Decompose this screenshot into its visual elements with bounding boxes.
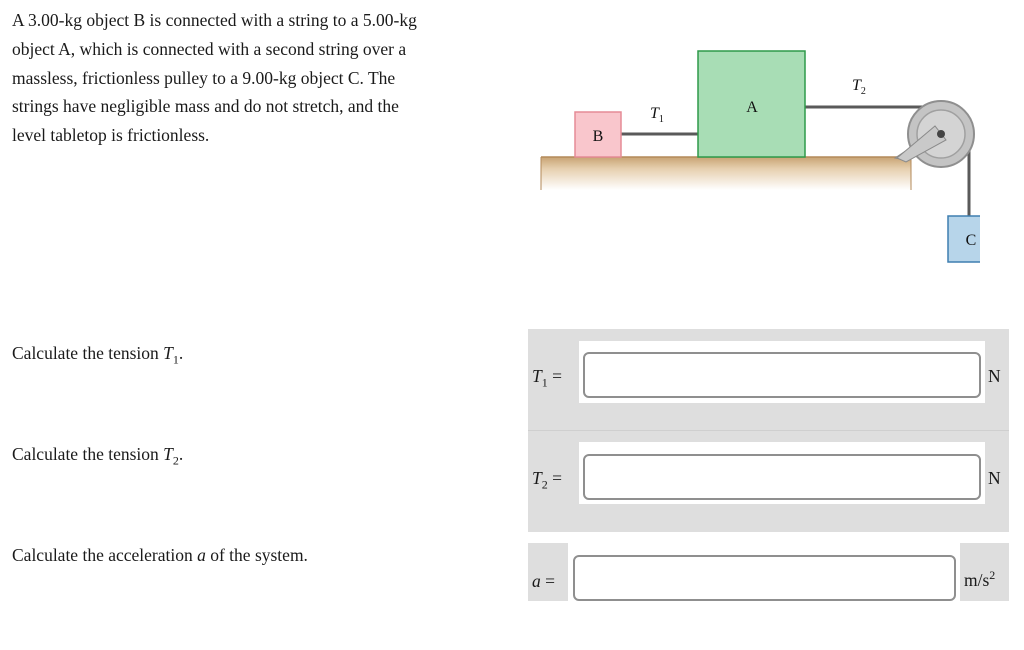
question-text: Calculate the tension (12, 343, 164, 363)
answer-group-divider (528, 430, 1009, 431)
t1-answer-var: T (532, 366, 542, 386)
a-answer-var: a (532, 571, 541, 591)
question-text: Calculate the tension (12, 444, 164, 464)
t1-diagram-label (650, 105, 664, 125)
question-suffix: . (178, 343, 184, 363)
t1-answer-input[interactable] (583, 352, 981, 398)
problem-line: level tabletop is frictionless. (12, 125, 210, 146)
tabletop (541, 157, 911, 190)
block-c-label: C (965, 232, 977, 249)
t2-answer-label (532, 468, 562, 493)
a-unit (964, 568, 995, 591)
a-unit-base: m/s (964, 569, 990, 590)
question-var: T (163, 343, 173, 363)
block-a-label: A (746, 99, 758, 116)
t2-diagram-var: T (852, 77, 861, 94)
a-answer-label (532, 571, 555, 592)
question-suffix: of the system. (205, 545, 308, 565)
question-sub: 1 (172, 352, 179, 367)
t2-diagram-sub: 2 (860, 86, 866, 97)
t2-unit: N (988, 468, 1001, 488)
block-b-label: B (592, 128, 604, 145)
t1-answer-sub: 1 (541, 375, 548, 390)
t2-diagram-label (852, 77, 866, 97)
question-acceleration (12, 545, 308, 566)
physics-diagram (530, 40, 980, 270)
problem-statement (12, 6, 492, 150)
question-var: a (197, 545, 206, 565)
problem-line: strings have negligible mass and do not stretch, and the (12, 96, 399, 117)
question-var: T (163, 444, 173, 464)
t2-answer-equals: = (552, 468, 562, 488)
question-text: Calculate the acceleration (12, 545, 198, 565)
question-sub: 2 (172, 453, 179, 468)
t1-answer-equals: = (552, 366, 562, 386)
question-tension-t1 (12, 343, 183, 368)
problem-line: object A, which is connected with a second string over a (12, 38, 407, 59)
question-suffix: . (178, 444, 184, 464)
problem-line: A 3.00-kg object B is connected with a string to a 5.00-kg (12, 10, 417, 30)
question-tension-t2 (12, 444, 183, 469)
t2-answer-var: T (532, 468, 542, 488)
problem-line: massless, frictionless pulley to a 9.00-kg object C. The (12, 67, 396, 88)
t1-answer-label (532, 366, 562, 391)
acceleration-answer-input[interactable] (573, 555, 956, 601)
a-unit-exponent: 2 (989, 568, 996, 582)
pulley-axle (937, 130, 945, 138)
t2-answer-input[interactable] (583, 454, 981, 500)
t2-answer-sub: 2 (541, 477, 548, 492)
a-answer-equals: = (545, 571, 555, 591)
t1-unit: N (988, 366, 1001, 386)
t1-diagram-var: T (650, 105, 659, 122)
t1-diagram-sub: 1 (658, 114, 664, 125)
